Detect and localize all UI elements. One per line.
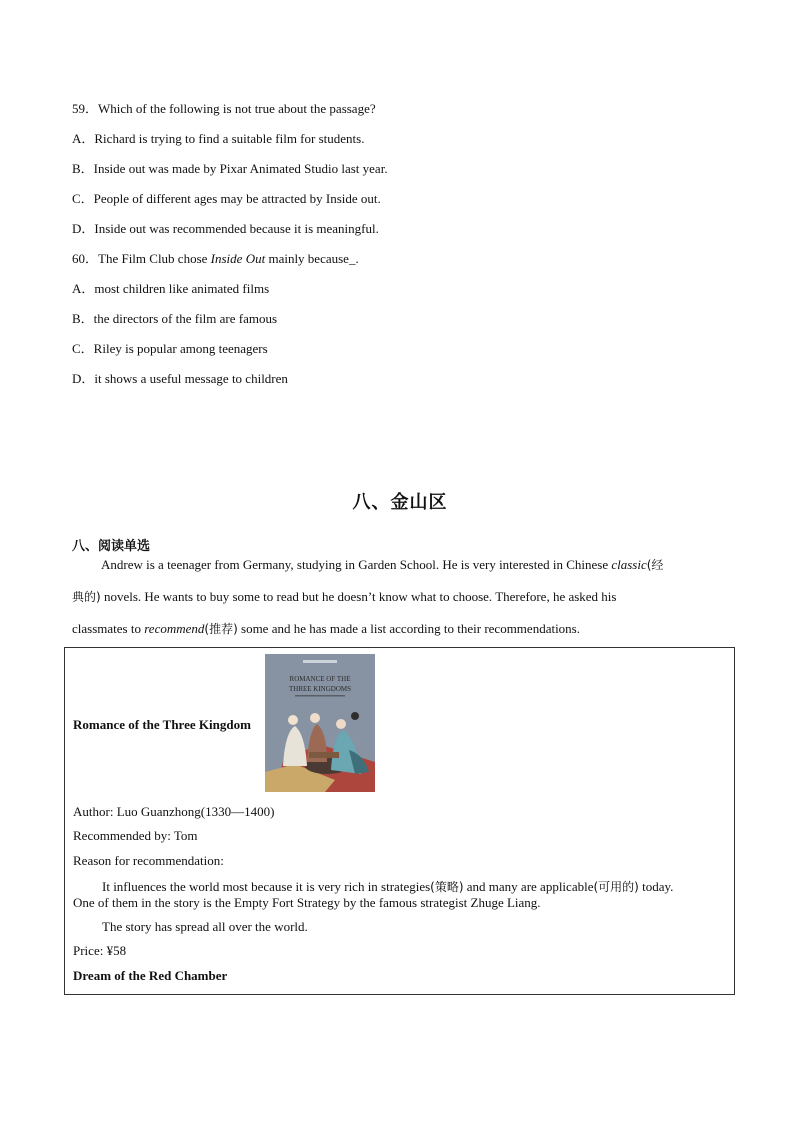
- passage-gloss: (经: [646, 558, 664, 572]
- passage-text: novels. He wants to buy some to read but he doesn’t know what to choose. Therefore, he asked his: [100, 589, 617, 604]
- reason-gloss: (可用的): [593, 880, 639, 894]
- book-1-title: Romance of the Three Kingdom: [73, 717, 251, 732]
- passage-recommend-word: recommend: [144, 621, 205, 636]
- question-59-stem: 59．Which of the following is not true about the passage?: [72, 101, 376, 116]
- book-cover-image: [265, 654, 375, 792]
- reason-gloss: (策略): [430, 880, 464, 894]
- book-1-reason-line-2: One of them in the story is the Empty Fort Strategy by the famous strategist Zhuge Liang.: [73, 895, 541, 910]
- section-heading: 八、金山区: [352, 492, 448, 513]
- passage-line-3: [72, 620, 732, 637]
- question-60-option-a: A．most children like animated films: [72, 281, 270, 296]
- passage-line-2: [72, 588, 732, 605]
- q60-film-title: Inside Out: [210, 251, 266, 266]
- question-59-option-b: B．Inside out was made by Pixar Animated Studio last year.: [72, 161, 388, 176]
- passage-gloss: (推荐): [204, 622, 238, 636]
- reason-text: and many are applicable: [463, 879, 594, 894]
- passage-line-1: [101, 556, 761, 573]
- cover-title-line-1: ROMANCE OF THE: [289, 675, 351, 683]
- book-1-reason-line-1: [102, 878, 673, 895]
- question-59-option-d: D．Inside out was recommended because it is meaningful.: [72, 221, 379, 236]
- passage-classic-word: classic: [611, 557, 647, 572]
- book-1-reason-label: Reason for recommendation:: [73, 853, 224, 868]
- recommendation-table: [64, 647, 735, 995]
- book-2-title: Dream of the Red Chamber: [73, 968, 228, 983]
- q60-stem-after: mainly because_.: [265, 251, 359, 266]
- question-60-stem: [72, 248, 359, 267]
- passage-text: some and he has made a list according to their recommendations.: [237, 621, 580, 636]
- cover-title-line-2: THREE KINGDOMS: [288, 685, 352, 693]
- passage-gloss: 典的): [72, 590, 101, 604]
- passage-text: Andrew is a teenager from Germany, studying in Garden School. He is very interested in Chinese: [101, 557, 612, 572]
- reason-text: It influences the world most because it is very rich in strategies: [102, 879, 431, 894]
- question-60-option-c: C．Riley is popular among teenagers: [72, 341, 268, 356]
- reason-text: today.: [638, 879, 674, 894]
- question-59-option-a: A．Richard is trying to find a suitable film for students.: [72, 131, 365, 146]
- passage-text: classmates to: [72, 621, 145, 636]
- book-1-price: Price: ¥58: [73, 943, 127, 958]
- question-59-option-c: C．People of different ages may be attracted by Inside out.: [72, 191, 381, 206]
- book-1-author: Author: Luo Guanzhong(1330—1400): [73, 804, 275, 819]
- q60-stem-before: 60．The Film Club chose: [72, 251, 211, 266]
- question-60-option-d: D．it shows a useful message to children: [72, 371, 288, 386]
- section-subheading: 八、阅读单选: [72, 539, 151, 554]
- book-1-recommended-by: Recommended by: Tom: [73, 828, 198, 843]
- book-1-reason-line-3: The story has spread all over the world.: [102, 919, 308, 934]
- question-60-option-b: B．the directors of the film are famous: [72, 311, 278, 326]
